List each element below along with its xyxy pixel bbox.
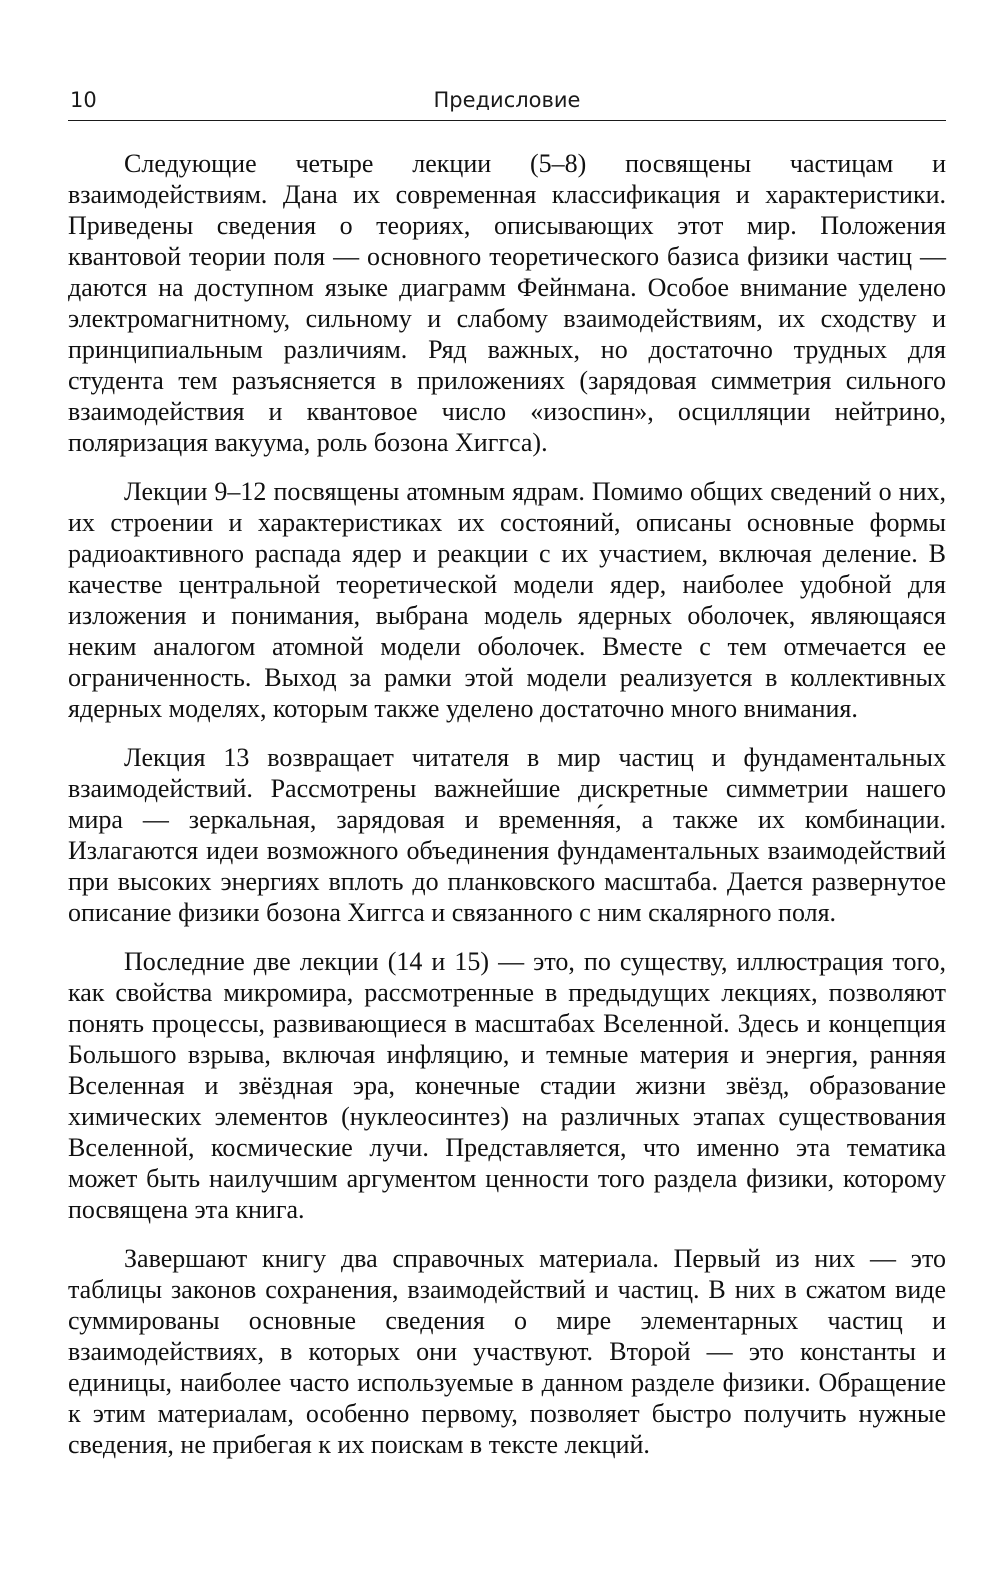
book-page <box>68 0 946 1596</box>
section-title: Предисловие <box>433 88 581 112</box>
paragraph-lectures-9-12: Лекции 9–12 посвящены атомным ядрам. Помимо общих сведений о них, их строении и характеристиках их состояний, описаны основные формы радиоактивного распада ядер и реакции с их участием, включая деление. В качестве центральной теоретической модели ядер, наиболее удобной для изложения и понимания, выбрана модель ядерных оболочек, являющаяся неким аналогом атомной модели оболочек. Вместе с тем отмечается ее ограниченность. Выход за рамки этой модели реализуется в коллективных ядерных моделях, которым также уделено достаточно много внимания. <box>68 477 946 723</box>
paragraph-lectures-14-15: Последние две лекции (14 и 15) — это, по существу, иллюстрация того, как свойства микромира, рассмотренные в предыдущих лекциях, позволяют понять процессы, развивающиеся в масштабах Вселенной. Здесь и концепция Большого взрыва, включая инфляцию, и темные материя и энергия, ранняя Вселенная и звёздная эра, конечные стадии жизни звёзд, образование химических элементов (нуклеосинтез) на различных этапах существования Вселенной, космические лучи. Представляется, что именно эта тематика может быть наилучшим аргументом ценности того раздела физики, которому посвящена эта книга. <box>68 947 946 1224</box>
paragraph-lecture-13: Лекция 13 возвращает читателя в мир частиц и фундаментальных взаимодействий. Рассмотрены важнейшие дискретные симметрии нашего мира — зеркальная, зарядовая и времення́я, а также их комбинации. Излагаются идеи возможного объединения фундаментальных взаимодействий при высоких энергиях вплоть до планковского масштаба. Дается развернутое описание физики бозона Хиггса и связанного с ним скалярного поля. <box>68 743 946 927</box>
running-head <box>68 84 946 121</box>
page-number: 10 <box>70 88 97 112</box>
paragraph-reference-materials: Завершают книгу два справочных материала. Первый из них — это таблицы законов сохранения, взаимодействий и частиц. В них в сжатом виде суммированы основные сведения о мире элементарных частиц и взаимодействиях, в которых они участвуют. Второй — это константы и единицы, наиболее часто используемые в данном разделе физики. Обращение к этим материалам, особенно первому, позволяет быстро получить нужные сведения, не прибегая к их поискам в тексте лекций. <box>68 1244 946 1459</box>
paragraph-lectures-5-8: Следующие четыре лекции (5–8) посвящены частицам и взаимодействиям. Дана их современная классификация и характеристики. Приведены сведения о теориях, описывающих этот мир. Положения квантовой теории поля — основного теоретического базиса физики частиц — даются на доступном языке диаграмм Фейнмана. Особое внимание уделено электромагнитному, сильному и слабому взаимодействиям, их сходству и принципиальным различиям. Ряд важных, но достаточно трудных для студента тем разъясняется в приложениях (зарядовая симметрия сильного взаимодействия и квантовое число «изоспин», осцилляции нейтрино, поляризация вакуума, роль бозона Хиггса). <box>68 149 946 457</box>
body-text <box>68 148 946 1478</box>
